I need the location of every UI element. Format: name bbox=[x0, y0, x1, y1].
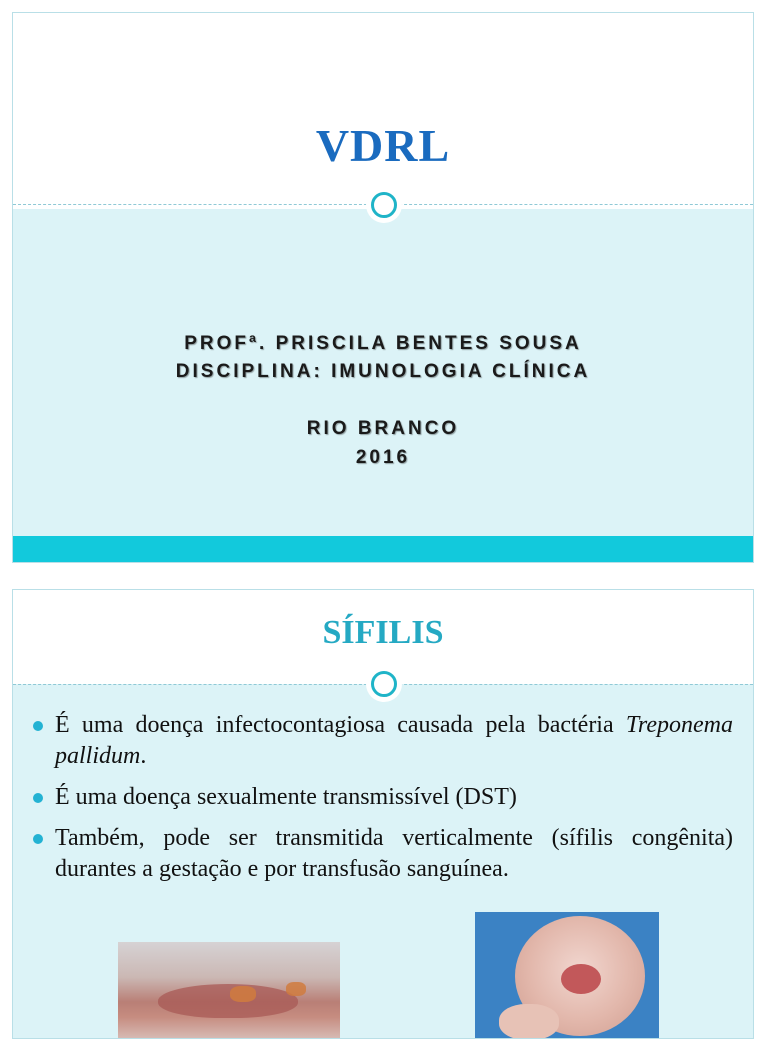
bullet-text: Também, pode ser transmitida verticalmente (sífilis congênita) durantes a gestação e por transfusão sanguínea bbox=[55, 825, 733, 882]
bullet-icon bbox=[33, 834, 43, 844]
slide-title: SÍFILIS bbox=[322, 614, 444, 651]
bullet-icon bbox=[33, 793, 43, 803]
congenital-syphilis-baby-photo bbox=[475, 912, 659, 1039]
title-band bbox=[13, 13, 753, 209]
bullet-end: . bbox=[140, 743, 147, 769]
title-slide bbox=[12, 12, 754, 563]
year-label: 2016 bbox=[355, 447, 411, 468]
list-item bbox=[33, 823, 733, 885]
bottom-accent-bar bbox=[13, 536, 753, 562]
bullet-list bbox=[33, 710, 733, 895]
bullet-text: É uma doença infectocontagiosa causada pela bactéria bbox=[55, 712, 626, 738]
bullet-end: . bbox=[502, 856, 509, 882]
list-item bbox=[33, 782, 733, 813]
list-item bbox=[33, 710, 733, 772]
slide-title: VDRL bbox=[315, 120, 451, 171]
professor-name: PROFª. PRISCILA BENTES SOUSA bbox=[184, 333, 582, 354]
circle-ornament-icon bbox=[366, 187, 402, 223]
lips-lesion-photo bbox=[118, 942, 340, 1039]
bullet-text: É uma doença sexualmente transmissível (DST) bbox=[55, 784, 517, 810]
discipline-name: DISCIPLINA: IMUNOLOGIA CLÍNICA bbox=[175, 361, 591, 382]
circle-ornament-icon bbox=[366, 666, 402, 702]
sifilis-slide bbox=[12, 589, 754, 1039]
bacteria-name: Treponema pallidum bbox=[55, 712, 733, 769]
city-name: RIO BRANCO bbox=[306, 418, 460, 439]
bullet-icon bbox=[33, 721, 43, 731]
